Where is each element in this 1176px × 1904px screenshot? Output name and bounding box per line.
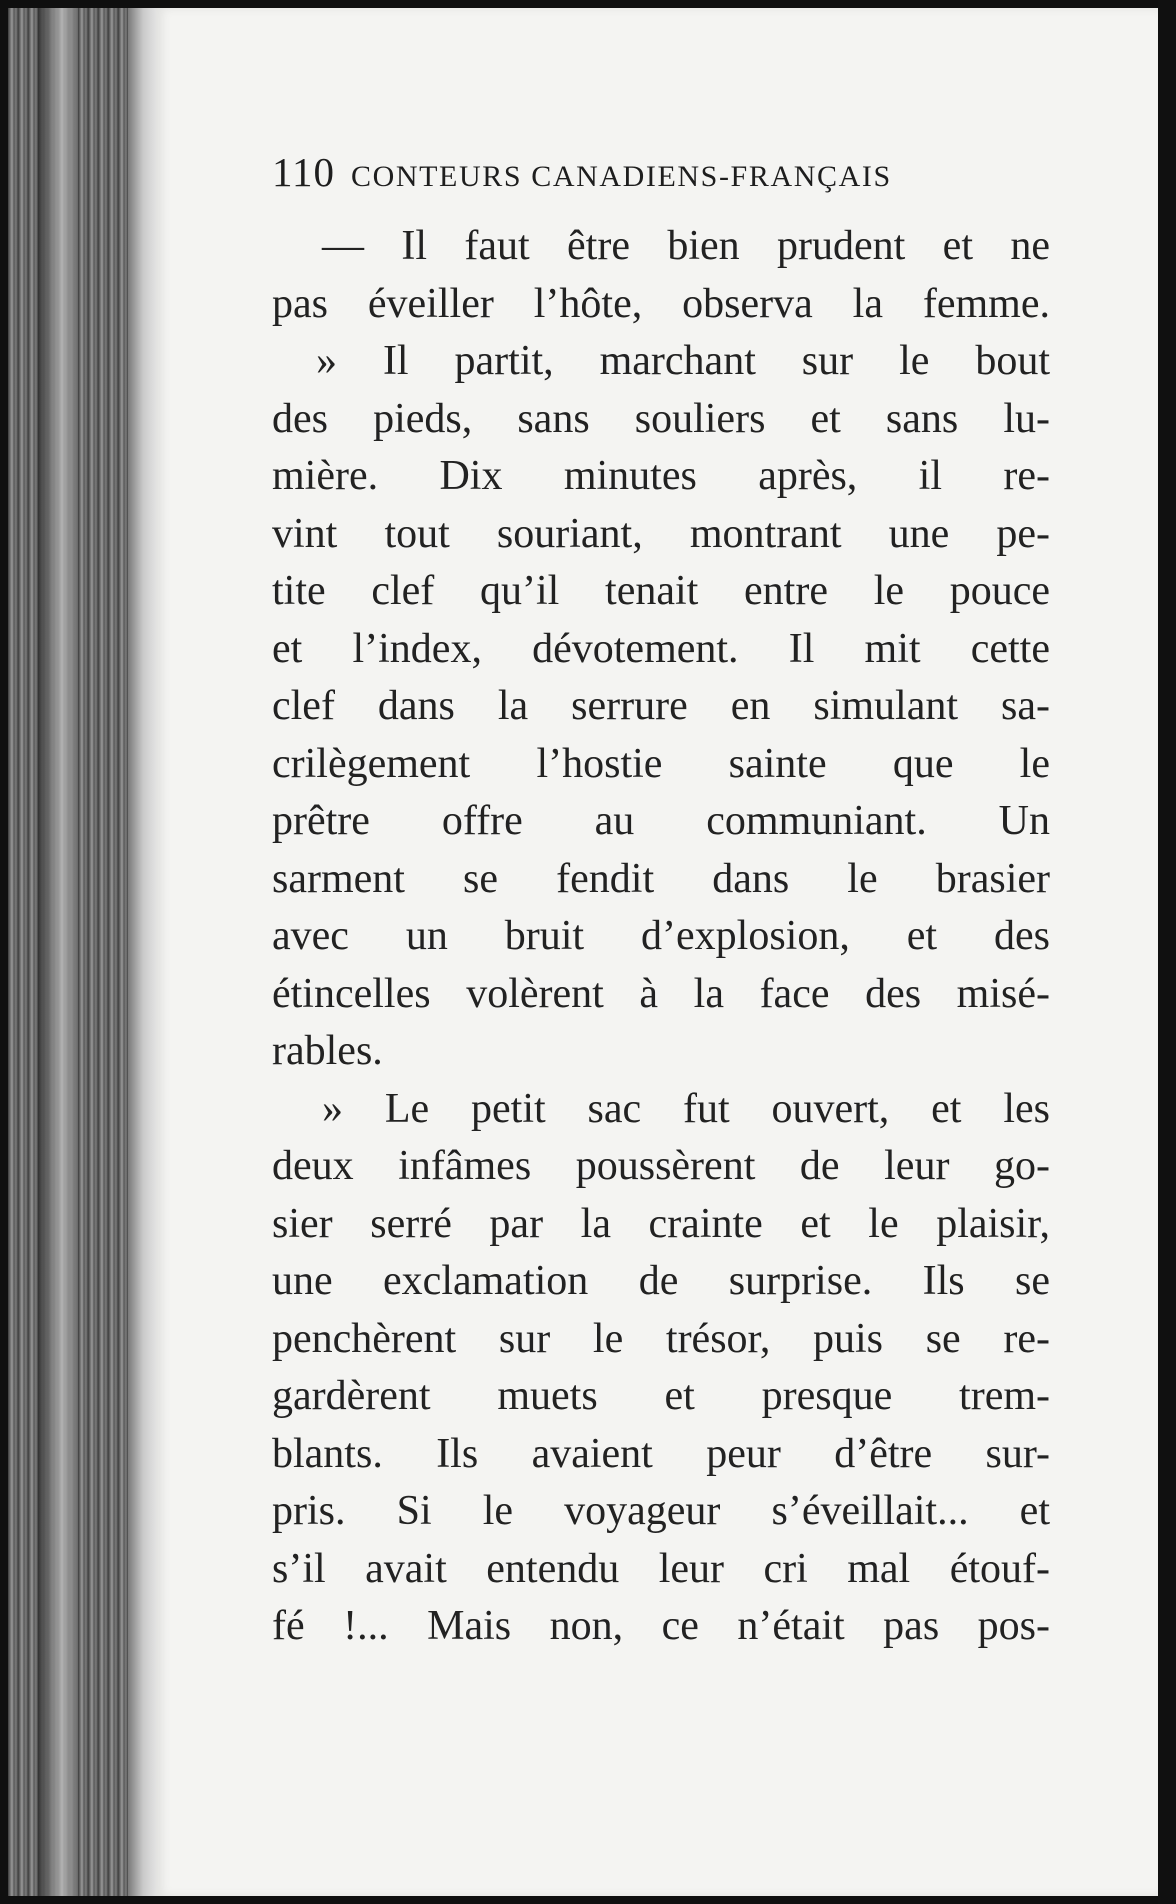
text-line: des pieds, sans souliers et sans lu- (272, 395, 1050, 442)
text-line: crilègement l’hostie sainte que le (272, 740, 1050, 787)
book-page-edges (8, 8, 158, 1896)
text-line: » Le petit sac fut ouvert, et les (322, 1085, 1050, 1132)
body-text (272, 218, 1050, 1656)
text-line: blants. Ils avaient peur d’être sur- (272, 1430, 1050, 1477)
text-line: gardèrent muets et presque trem- (272, 1373, 1050, 1419)
text-line: mière. Dix minutes après, il re- (272, 453, 1050, 499)
text-line: sier serré par la crainte et le plaisir, (272, 1200, 1050, 1247)
text-line: et l’index, dévotement. Il mit cette (272, 625, 1050, 672)
text-line: » Il partit, marchant sur le bout (316, 338, 1050, 384)
scan-border (1158, 0, 1176, 1904)
text-line: sarment se fendit dans le brasier (272, 855, 1050, 902)
text-line: vint tout souriant, montrant une pe- (272, 510, 1050, 557)
text-line: s’il avait entendu leur cri mal étouf- (272, 1545, 1050, 1592)
text-line: fé !... Mais non, ce n’était pas pos- (272, 1603, 1050, 1649)
text-line: avec un bruit d’explosion, et des (272, 913, 1050, 959)
text-line: deux infâmes poussèrent de leur go- (272, 1143, 1050, 1189)
text-line: une exclamation de surprise. Ils se (272, 1258, 1050, 1304)
text-line: penchèrent sur le trésor, puis se re- (272, 1315, 1050, 1362)
text-line: prêtre offre au communiant. Un (272, 798, 1050, 844)
page-number: 110 (272, 149, 335, 195)
text-line: tite clef qu’il tenait entre le pouce (272, 568, 1050, 614)
running-head: CONTEURS CANADIENS-FRANÇAIS (350, 160, 892, 193)
text-line: — Il faut être bien prudent et ne (322, 223, 1050, 269)
page-header (272, 148, 1047, 196)
text-line: clef dans la serrure en simulant sa- (272, 683, 1050, 729)
text-line: rables. (272, 1028, 383, 1074)
text-line: pris. Si le voyageur s’éveillait... et (272, 1488, 1050, 1534)
text-line: pas éveiller l’hôte, observa la femme. (272, 280, 1050, 327)
text-line: étincelles volèrent à la face des misé- (272, 970, 1050, 1017)
